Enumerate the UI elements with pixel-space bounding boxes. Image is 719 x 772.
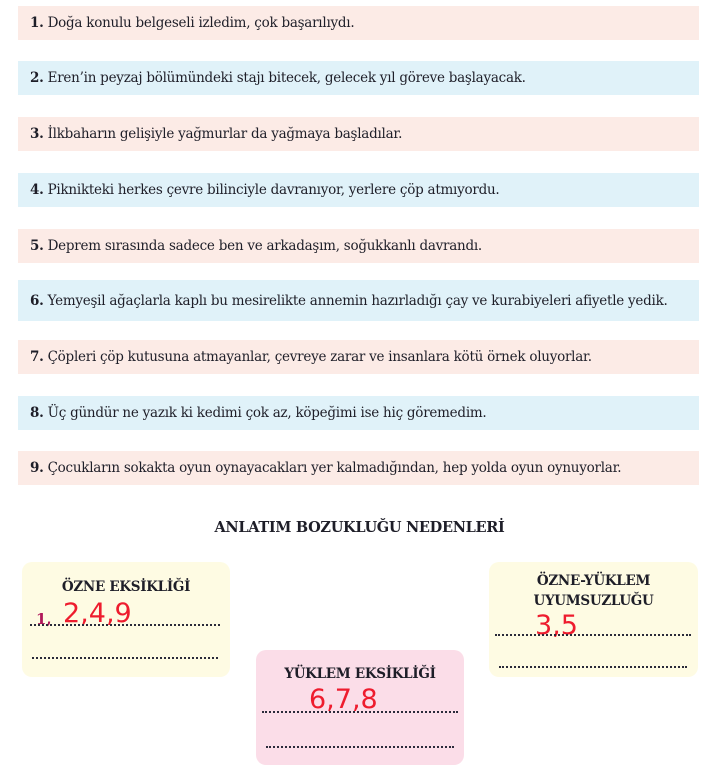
sentence-number: 4.	[30, 182, 44, 198]
section-heading: ANLATIM BOZUKLUĞU NEDENLERİ	[214, 519, 505, 536]
handwritten-answer: 2,4,9	[63, 598, 132, 629]
sentence-text: Üç gündür ne yazık ki kedimi çok az, köpeğimi ise hiç göremedim.	[47, 405, 487, 421]
sentence-row-5	[18, 229, 699, 263]
sentence-number: 6.	[30, 292, 44, 309]
box-title-line-2: UYUMSUZLUĞU	[533, 593, 654, 609]
sentence-number: 1.	[30, 15, 44, 31]
sentence-row-1	[18, 6, 699, 40]
answer-line-2[interactable]	[266, 746, 454, 748]
handwritten-answer: 3,5	[535, 610, 578, 641]
sentence-number: 2.	[30, 70, 44, 86]
sentence-row-7	[18, 340, 699, 374]
sentence-text: İlkbaharın gelişiyle yağmurlar da yağmaya başladılar.	[47, 126, 403, 142]
sentence-number: 9.	[30, 460, 44, 476]
answer-line-2[interactable]	[32, 657, 218, 659]
box-title-line-1: ÖZNE-YÜKLEM	[536, 573, 651, 589]
sentence-text: Deprem sırasında sadece ben ve arkadaşım, soğukkanlı davrandı.	[47, 238, 482, 254]
subject-missing-box	[22, 562, 230, 677]
answer-line-1[interactable]	[30, 624, 220, 626]
sentence-text: Yemyeşil ağaçlarla kaplı bu mesirelikte annemin hazırladığı çay ve kurabiyeleri afiyetle yedik.	[47, 292, 668, 309]
sentence-number: 7.	[30, 349, 44, 365]
box-title: YÜKLEM EKSİKLİĞİ	[284, 666, 436, 682]
box-title: ÖZNE EKSİKLİĞİ	[61, 579, 191, 595]
sentence-row-4	[18, 173, 699, 207]
sentence-row-8	[18, 396, 699, 430]
sentence-text: Eren’in peyzaj bölümündeki stajı bitecek, gelecek yıl göreve başlayacak.	[47, 70, 526, 86]
answer-line-2[interactable]	[499, 666, 687, 668]
predicate-missing-box	[256, 650, 464, 765]
sentence-text: Çöpleri çöp kutusuna atmayanlar, çevreye zarar ve insanlara kötü örnek oluyorlar.	[47, 349, 592, 365]
sentence-number: 3.	[30, 126, 44, 142]
sentence-row-3	[18, 117, 699, 151]
sentence-text: Doğa konulu belgeseli izledim, çok başarılıydı.	[47, 15, 355, 31]
handwritten-answer: 6,7,8	[309, 684, 378, 715]
answer-line-1[interactable]	[262, 711, 458, 713]
subject-predicate-mismatch-box	[489, 562, 698, 677]
sentence-text: Piknikteki herkes çevre bilinciyle davranıyor, yerlere çöp atmıyordu.	[47, 182, 500, 198]
prefix-answer: 1,	[36, 610, 52, 628]
sentence-text: Çocukların sokakta oyun oynayacakları yer kalmadığından, hep yolda oyun oynuyorlar.	[47, 460, 622, 476]
sentence-number: 5.	[30, 238, 44, 254]
sentence-row-6	[18, 280, 699, 321]
sentence-row-2	[18, 61, 699, 95]
sentence-row-9	[18, 451, 699, 485]
sentence-number: 8.	[30, 405, 44, 421]
answer-line-1[interactable]	[495, 634, 691, 636]
